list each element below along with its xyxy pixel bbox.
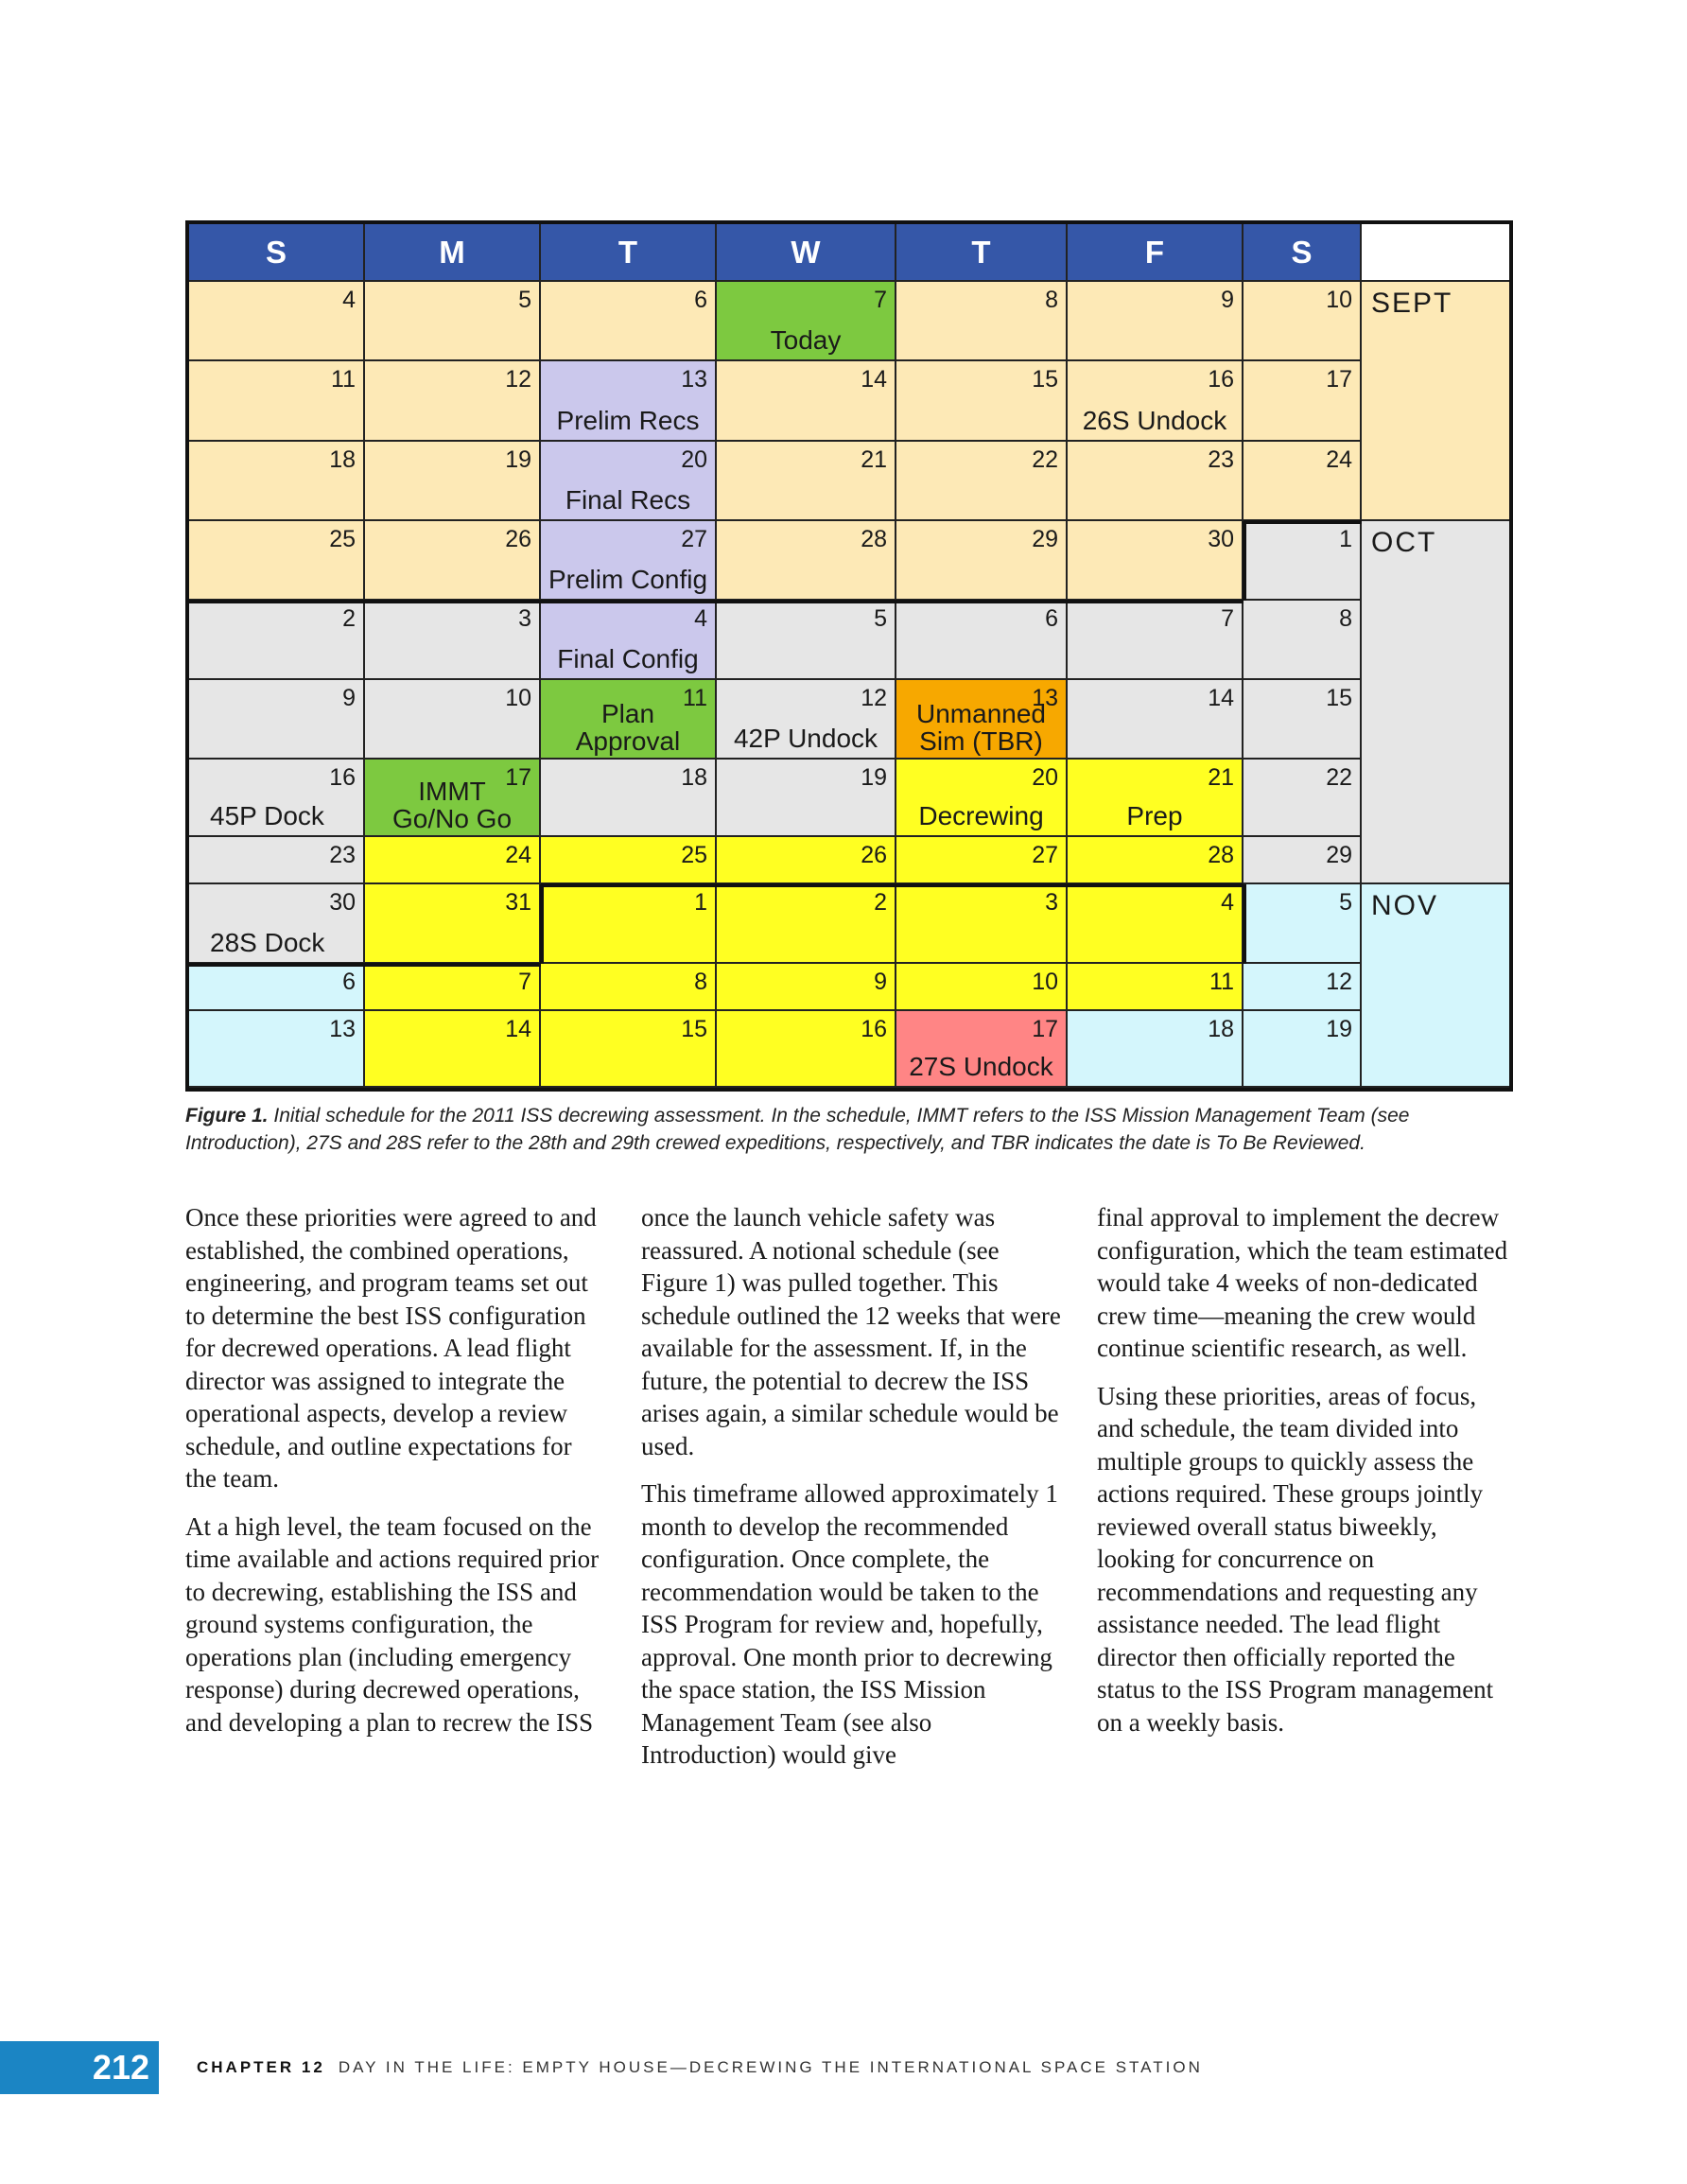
calendar-day (896, 837, 1068, 884)
calendar-day (896, 361, 1068, 442)
day-number: 13 (329, 1016, 356, 1042)
day-number: 27 (1032, 842, 1058, 868)
month-boundary-line (1243, 884, 1246, 964)
caption-text: Initial schedule for the 2011 ISS decrewing assessment. In the schedule, IMMT refers to the ISS Mission Management Team (see Introduction), 27S and 28S refer to the 28th and 29th crewed expeditions, respectively, and TBR indicates the date is To Be Reviewed. (185, 1105, 1410, 1154)
day-number: 23 (1208, 446, 1234, 473)
weekday-header: T (896, 224, 1068, 282)
running-footer (197, 2058, 1203, 2077)
paragraph: Using these priorities, areas of focus, and schedule, the team divided into multiple groups to quickly assess the actions required. These groups jointly reviewed overall status biweekly, looking for concurrence on recommendations and requesting any assistance needed. The lead flight director then officially reported the status to the ISS Program management on a weekly basis. (1097, 1381, 1494, 1737)
calendar-day (717, 361, 896, 442)
calendar-day (1244, 1011, 1362, 1088)
day-number: 16 (329, 764, 356, 791)
day-number: 10 (505, 685, 531, 711)
day-number: 18 (1208, 1016, 1234, 1042)
calendar-day (717, 601, 896, 680)
day-number: 18 (681, 764, 707, 791)
month-boundary-line (189, 600, 1244, 603)
calendar-day (1244, 361, 1362, 442)
day-number: 21 (861, 446, 887, 473)
calendar-day (717, 680, 896, 760)
day-number: 13 (1032, 685, 1058, 711)
event-label: Decrewing (918, 801, 1044, 830)
calendar-day (541, 837, 717, 884)
day-number: 16 (1208, 366, 1234, 393)
month-header-blank (1362, 224, 1509, 282)
month-boundary-line (189, 963, 541, 967)
day-number: 30 (329, 889, 356, 916)
day-number: 14 (861, 366, 887, 393)
day-number: 5 (518, 287, 531, 313)
calendar-day (189, 760, 365, 837)
month-boundary-line (540, 884, 544, 964)
day-number: 26 (861, 842, 887, 868)
weekday-header: W (717, 224, 896, 282)
calendar-day (189, 361, 365, 442)
day-number: 2 (874, 889, 887, 916)
calendar-day (1068, 1011, 1244, 1088)
calendar-day (541, 442, 717, 521)
calendar-day (896, 282, 1068, 361)
month-label: SEPT (1362, 282, 1509, 521)
event-label: Final Config (557, 644, 699, 673)
month-boundary-line (541, 883, 1244, 887)
day-number: 29 (1326, 842, 1352, 868)
day-number: 5 (874, 605, 887, 632)
calendar-day (189, 964, 365, 1011)
day-number: 15 (681, 1016, 707, 1042)
day-number: 17 (505, 764, 531, 791)
day-number: 14 (505, 1016, 531, 1042)
calendar-day (541, 521, 717, 601)
calendar-day (717, 837, 896, 884)
calendar-day (541, 884, 717, 964)
day-number: 31 (505, 889, 531, 916)
calendar-day (541, 680, 717, 760)
day-number: 22 (1326, 764, 1352, 791)
calendar-day (717, 282, 896, 361)
weekday-header: F (1068, 224, 1244, 282)
day-number: 8 (1045, 287, 1058, 313)
calendar-day (1244, 442, 1362, 521)
day-number: 6 (1045, 605, 1058, 632)
day-number: 1 (694, 889, 707, 916)
calendar-day (365, 442, 541, 521)
day-number: 11 (1209, 969, 1234, 995)
calendar-day (1068, 601, 1244, 680)
event-label: Unmanned Sim (TBR) (916, 699, 1046, 756)
day-number: 10 (1032, 969, 1058, 995)
day-number: 25 (681, 842, 707, 868)
day-number: 30 (1208, 526, 1234, 552)
day-number: 12 (1326, 969, 1352, 995)
day-number: 20 (681, 446, 707, 473)
calendar-day (896, 884, 1068, 964)
day-number: 10 (1326, 287, 1352, 313)
day-number: 16 (861, 1016, 887, 1042)
paragraph: once the launch vehicle safety was reassured. A notional schedule (see Figure 1) was pulled together. This schedule outlined the 12 weeks that were available for the assessment. If, in the future, the potential to decrew the ISS arises again, a similar schedule would be used. (641, 1203, 1061, 1460)
day-number: 28 (1208, 842, 1234, 868)
chapter-label: CHAPTER 12 (197, 2058, 325, 2076)
paragraph: Once these priorities were agreed to and established, the combined operations, engineering, and program teams set out to determine the best ISS configuration for decrewed operations. A lead flight director was assigned to integrate the operational aspects, develop a review schedule, and outline expectations for the team. (185, 1203, 597, 1493)
day-number: 24 (1326, 446, 1352, 473)
calendar-day (365, 601, 541, 680)
day-number: 9 (874, 969, 887, 995)
day-number: 27 (681, 526, 707, 552)
day-number: 9 (342, 685, 356, 711)
event-label: Prep (1126, 801, 1183, 830)
calendar-day (717, 884, 896, 964)
event-label: 45P Dock (210, 801, 324, 830)
calendar-day (1068, 442, 1244, 521)
day-number: 15 (1326, 685, 1352, 711)
calendar-day (1068, 282, 1244, 361)
calendar-day (1244, 521, 1362, 601)
event-label: Prelim Recs (556, 406, 700, 435)
text-column-3 (1097, 1201, 1518, 1754)
calendar-day (541, 1011, 717, 1088)
month-boundary-line (1244, 520, 1362, 524)
event-label: Final Recs (565, 485, 691, 515)
calendar-day (189, 442, 365, 521)
calendar-day (541, 601, 717, 680)
day-number: 29 (1032, 526, 1058, 552)
calendar-day (896, 442, 1068, 521)
day-number: 4 (1221, 889, 1234, 916)
day-number: 2 (342, 605, 356, 632)
day-number: 8 (694, 969, 707, 995)
calendar-day (541, 361, 717, 442)
event-label: 27S Undock (909, 1052, 1053, 1081)
calendar-day (365, 282, 541, 361)
calendar-day (365, 760, 541, 837)
day-number: 18 (329, 446, 356, 473)
day-number: 12 (861, 685, 887, 711)
calendar-day (717, 760, 896, 837)
figure-caption (185, 1102, 1513, 1157)
calendar-day (1068, 361, 1244, 442)
paragraph: At a high level, the team focused on the time available and actions required prior to decrewing, establishing the ISS and ground systems configuration, the operations plan (including emergency response) during decrewed operations, and developing a plan to recrew the ISS (185, 1511, 600, 1737)
calendar-day (1068, 837, 1244, 884)
calendar-day (189, 680, 365, 760)
event-label: 28S Dock (210, 928, 325, 957)
calendar-day (189, 282, 365, 361)
calendar-day (365, 884, 541, 964)
weekday-header: S (189, 224, 365, 282)
day-number: 19 (1326, 1016, 1352, 1042)
month-boundary-line (1243, 521, 1246, 601)
day-number: 3 (518, 605, 531, 632)
calendar-day (365, 361, 541, 442)
day-number: 7 (874, 287, 887, 313)
day-number: 28 (861, 526, 887, 552)
caption-label: Figure 1. (185, 1105, 269, 1127)
day-number: 11 (683, 685, 707, 711)
event-label: 26S Undock (1082, 406, 1227, 435)
day-number: 19 (505, 446, 531, 473)
day-number: 7 (518, 969, 531, 995)
day-number: 7 (1221, 605, 1234, 632)
day-number: 4 (342, 287, 356, 313)
calendar-day (1244, 680, 1362, 760)
event-label: Plan Approval (575, 699, 681, 756)
day-number: 6 (342, 969, 356, 995)
calendar-day (896, 521, 1068, 601)
month-label: NOV (1362, 884, 1509, 1088)
day-number: 21 (1208, 764, 1234, 791)
calendar-day (1244, 282, 1362, 361)
calendar-day (1244, 837, 1362, 884)
calendar-day (896, 964, 1068, 1011)
calendar-day (365, 964, 541, 1011)
day-number: 25 (329, 526, 356, 552)
day-number: 15 (1032, 366, 1058, 393)
day-number: 17 (1326, 366, 1352, 393)
event-label: Prelim Config (548, 565, 708, 594)
month-label: OCT (1362, 521, 1509, 884)
calendar-day (1068, 760, 1244, 837)
day-number: 4 (694, 605, 707, 632)
day-number: 22 (1032, 446, 1058, 473)
day-number: 9 (1221, 287, 1234, 313)
day-number: 14 (1208, 685, 1234, 711)
calendar-day (717, 1011, 896, 1088)
calendar-day (1068, 521, 1244, 601)
paragraph: final approval to implement the decrew configuration, which the team estimated would take 4 weeks of non-dedicated crew time—meaning the crew would continue scientific research, as well. (1097, 1203, 1508, 1362)
calendar-grid (185, 220, 1513, 1092)
day-number: 26 (505, 526, 531, 552)
weekday-header: M (365, 224, 541, 282)
chapter-title: DAY IN THE LIFE: EMPTY HOUSE—DECREWING THE INTERNATIONAL SPACE STATION (338, 2058, 1203, 2076)
calendar-day (1244, 884, 1362, 964)
text-column-1 (185, 1201, 601, 1754)
calendar-day (189, 837, 365, 884)
calendar-day (541, 760, 717, 837)
calendar-day (896, 1011, 1068, 1088)
calendar-day (1068, 964, 1244, 1011)
calendar-day (717, 442, 896, 521)
calendar-day (1244, 964, 1362, 1011)
weekday-header: T (541, 224, 717, 282)
paragraph: This timeframe allowed approximately 1 month to develop the recommended configuration. Once complete, the recommendation would be taken to the ISS Program for review and, hopefully, approval. One month prior to decrewing the space station, the ISS Mission Management Team (see also Introduction) would give (641, 1479, 1058, 1769)
day-number: 13 (681, 366, 707, 393)
day-number: 3 (1045, 889, 1058, 916)
calendar-day (1068, 680, 1244, 760)
day-number: 5 (1339, 889, 1352, 916)
day-number: 1 (1339, 526, 1352, 552)
calendar-day (365, 1011, 541, 1088)
event-label: 42P Undock (733, 724, 878, 753)
calendar-day (896, 601, 1068, 680)
calendar-day (896, 760, 1068, 837)
calendar-day (541, 964, 717, 1011)
day-number: 19 (861, 764, 887, 791)
calendar-day (1068, 884, 1244, 964)
calendar-day (541, 282, 717, 361)
day-number: 6 (694, 287, 707, 313)
calendar-day (1244, 601, 1362, 680)
calendar-day (1244, 760, 1362, 837)
day-number: 17 (1032, 1016, 1058, 1042)
event-label: IMMT Go/No Go (391, 777, 513, 833)
calendar-day (189, 884, 365, 964)
calendar-day (189, 1011, 365, 1088)
calendar-day (365, 680, 541, 760)
page-number: 212 (0, 2041, 159, 2094)
calendar-day (365, 521, 541, 601)
calendar-day (896, 680, 1068, 760)
day-number: 8 (1339, 605, 1352, 632)
day-number: 11 (331, 366, 356, 393)
event-label: Today (770, 325, 842, 355)
calendar-day (717, 521, 896, 601)
day-number: 20 (1032, 764, 1058, 791)
calendar-day (365, 837, 541, 884)
day-number: 24 (505, 842, 531, 868)
calendar-day (189, 601, 365, 680)
calendar-day (717, 964, 896, 1011)
day-number: 12 (505, 366, 531, 393)
calendar-day (189, 521, 365, 601)
day-number: 23 (329, 842, 356, 868)
text-column-2 (641, 1201, 1067, 1787)
weekday-header: S (1244, 224, 1362, 282)
